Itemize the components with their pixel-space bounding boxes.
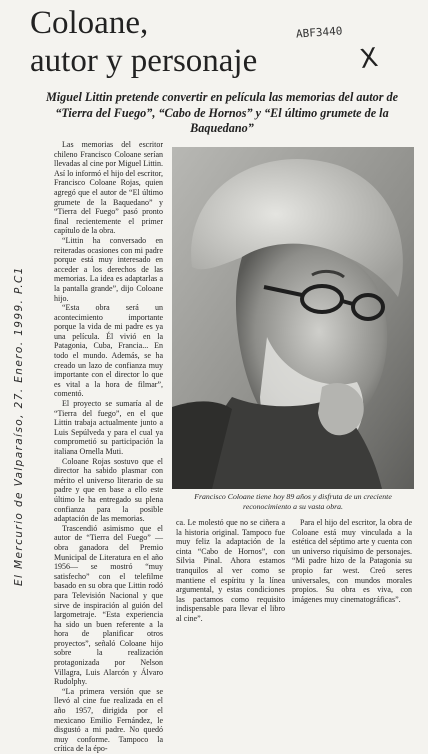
paragraph: “Littin ha conversado en reiteradas ocasiones con mi padre porque está muy interesado en acceder a los derechos de las memorias. La idea es adaptarlas a la pantalla grande”, dijo Coloane hijo. xyxy=(54,235,163,303)
handwritten-x-mark: X xyxy=(357,42,380,76)
paragraph: El proyecto se sumaría al de “Tierra del fuego”, en el que Littin trabaja actualmente junto a Luis Sepúlveda y para el cual ya comprometió su participación la italiana Ornella Muti. xyxy=(54,399,163,456)
portrait-illustration xyxy=(172,147,414,489)
photo-caption: Francisco Coloane tiene hoy 89 años y disfruta de un creciente reconocimiento a su vasta obra. xyxy=(194,492,392,511)
author-portrait-photo xyxy=(172,147,414,489)
article-column-1 xyxy=(54,140,163,754)
handwritten-source-note: El Mercurio de Valparaíso, 27. Enero. 1999. P.C1 xyxy=(13,266,25,586)
paragraph: Trascendió asimismo que el autor de “Tierra del Fuego” —obra ganadora del Premio Municipal de Literatura en el año 1956— se mostró “muy satisfecho” con el telefilme basado en su obra que Littin rodó para Televisión Nacional y que sirve de inspiración al guión del largometraje. “Esta experiencia ha sido un buen referente a la hora de planificar otros proyectos”, señaló Coloane hijo sobre la realización protagonizada por Nelson Villagra, Luis Alarcón y Álvaro Rudolphy. xyxy=(54,523,163,687)
article-column-3 xyxy=(292,518,412,604)
deck-subheadline: Miguel Littin pretende convertir en película las memorias del autor de “Tierra del Fuego”, “Cabo de Hornos” y “El último grumete de la Baquedano” xyxy=(45,90,399,135)
headline-line-2: autor y personaje xyxy=(30,43,258,79)
paragraph: Las memorias del escritor chileno Francisco Coloane serían llevadas al cine por Miguel Littin. Así lo informó el hijo del escritor, Francisco Coloane Rojas, quien agregó que el autor de “El último grumete de la Baquedano” y “Tierra del Fuego” pasó pronto final recientemente el primer capítulo de la obra. xyxy=(54,140,163,236)
headline-line-1: Coloane, xyxy=(30,5,149,41)
article-column-2 xyxy=(176,518,285,623)
paragraph: Coloane Rojas sostuvo que el director ha sabido plasmar con mérito el universo literario de su padre y que en base a ello este último le ha entregado su plena confianza para la posible adaptación de las memorias. xyxy=(54,456,163,524)
paragraph: ca. Le molestó que no se ciñera a la historia original. Tampoco fue muy feliz la adaptación de la cinta “Cabo de Hornos”, con Silvia Pinal. Ahora estamos tranquilos al ver como se mantiene el espíritu y la línea argumental, y estas condiciones las pactamos como requisito indispensable para llevar el libro al cine”. xyxy=(176,518,285,623)
paragraph: Para el hijo del escritor, la obra de Coloane está muy vinculada a la estética del séptimo arte y cuenta con un universo riquísimo de personajes. “Mi padre hizo de la Patagonia su propio far west. Creó seres universales, con mundos morales propios. Su obra es viva, con imágenes muy cinematográficas”. xyxy=(292,518,412,604)
headline xyxy=(30,4,257,80)
paragraph: “La primera versión que se llevó al cine fue realizada en el año 1957, dirigida por el mexicano Emilio Fernández, le disgustó a mi padre. No quedó muy conforme. Tampoco la crítica de la épo- xyxy=(54,686,163,754)
archive-reference-code: ABF3440 xyxy=(295,24,343,41)
paragraph: “Esta obra será un acontecimiento importante porque la vida de mi padre es ya una película. Él vivió en la Patagonia, Cuba, Francia... En todo el mundo. Además, se ha creado un lazo de confianza muy importante con el director lo que es vital a la hora de filmar”, comentó. xyxy=(54,303,163,399)
